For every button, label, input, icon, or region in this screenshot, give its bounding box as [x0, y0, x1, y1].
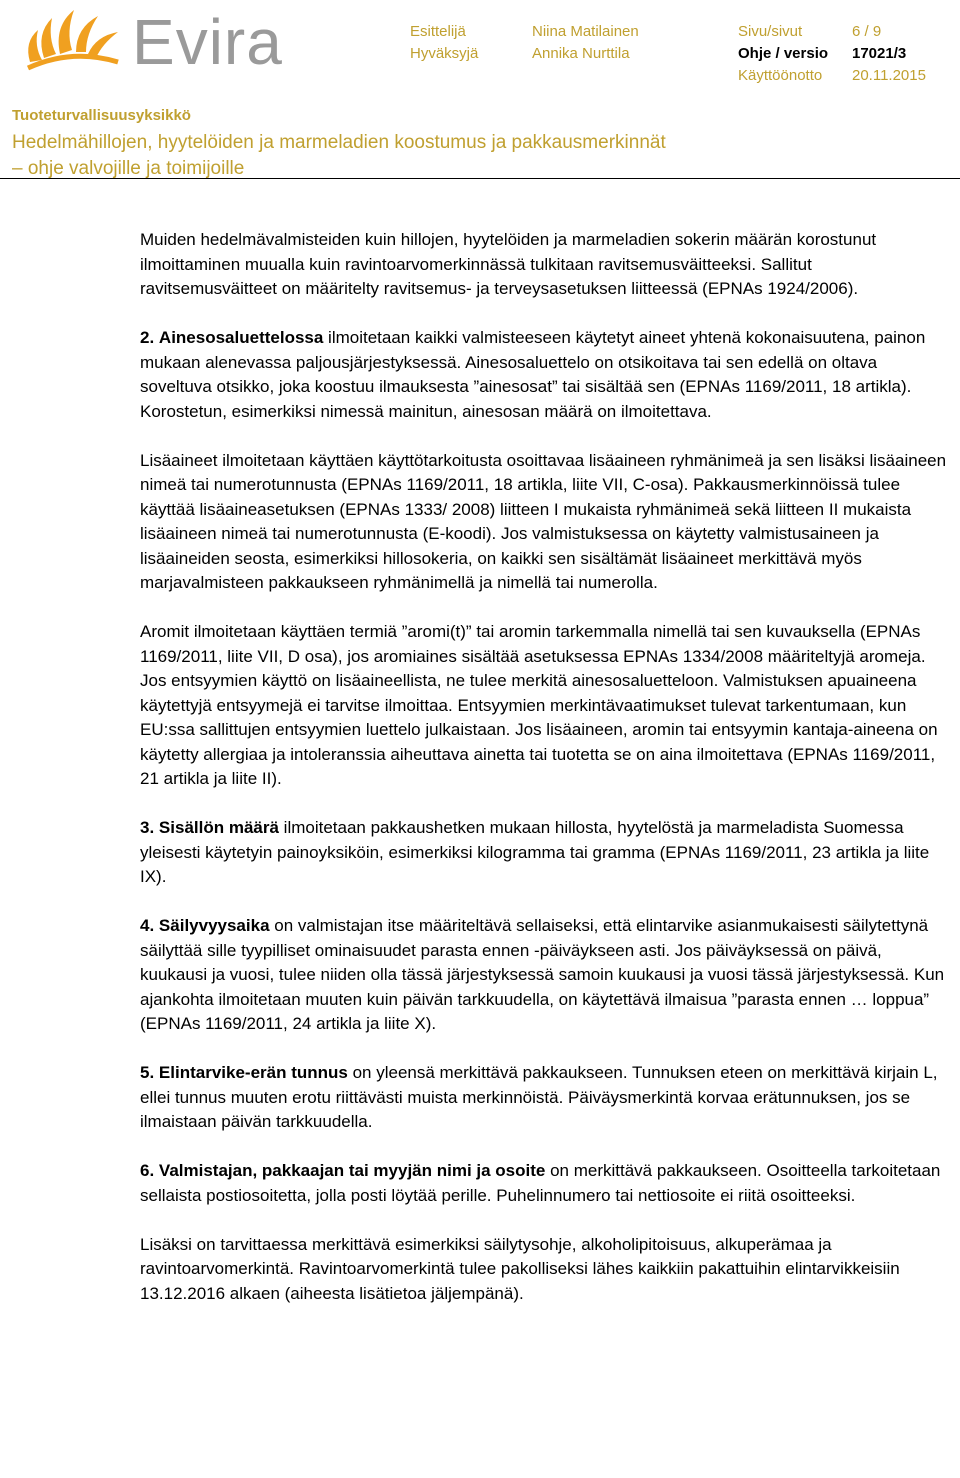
kayttoonotto-value: 20.11.2015: [852, 67, 926, 84]
hyvaksyja-value: Annika Nurttila: [532, 45, 630, 62]
paragraph-durability: [140, 914, 950, 1037]
section-number: 3.: [140, 818, 155, 837]
paragraph-additional-info: Lisäksi on tarvittaessa merkittävä esimerkiksi säilytysohje, alkoholipitoisuus, alkuperämaa ja ravintoarvomerkintä. Ravintoarvomerkintä tulee pakolliseksi lähes kaikkiin pakattuihin elintarvikkeisiin 13.12.2016 alkaen (aiheesta lisätietoa jäljempänä).: [140, 1234, 900, 1303]
section-heading: Ainesosaluettelossa: [158, 328, 324, 347]
evira-sunburst-logo-icon: [22, 4, 122, 84]
paragraph-manufacturer: [140, 1159, 950, 1208]
logo-wordmark: Evira: [132, 6, 283, 78]
paragraph-nutrition-claim: Muiden hedelmävalmisteiden kuin hillojen, hyytelöiden ja marmeladien sokerin määrän korostunut ilmoittaminen muualla kuin ravintoarvomerkinnässä tulkitaan ravitsemusväitteeksi. Sallitut ravitsemusväitteet on määritelty ravitsemus- ja terveysasetuksen liitteessä (EPNAs 1924/2006).: [140, 230, 877, 298]
meta-values-column-2: [852, 21, 926, 87]
section-heading: Sisällön määrä: [158, 818, 279, 837]
section-text: ilmoitetaan pakkaushetken mukaan hillosta, hyytelöstä ja marmeladista Suomessa yleisesti käytetyin painoyksiköin, esimerkiksi kilogramma tai gramma (EPNAs 1169/2011, 23 artikla ja liite IX).: [140, 818, 930, 886]
meta-values-column: [532, 21, 639, 65]
paragraph-flavourings: Aromit ilmoitetaan käyttäen termiä ”aromi(t)” tai aromin tarkemmalla nimellä tai sen kuvauksella (EPNAs 1169/2011, liite VII, D osa), jos aromiaines sisältää asetuksessa EPNAs 1334/2008 määriteltyjä aromeja. Jos entsyymien käyttö on lisäaineellista, ne tulee merkitä ainesosaluetteloon. Valmistuksen apuaineena käytettyjä entsyymejä ei tarvitse ilmoittaa. Entsyymien merkintävaatimukset tulevat tarkentumaan, kun EU:ssa sallittujen entsyymien luettelo julkaistaan. Jos lisäaineen, aromin tai entsyymin kantaja-aineena on käytetty allergiaa ja intoleranssia aiheuttava ainetta tai tuotetta se on aina ilmoitettava (EPNAs 1169/2011, 21 artikla ja liite II).: [140, 622, 938, 788]
section-number: 6.: [140, 1161, 155, 1180]
esittelija-value: Niina Matilainen: [532, 23, 639, 40]
section-text: ilmoitetaan kaikki valmisteeseen käytetyt aineet yhtenä kokonaisuutena, painon mukaan alenevassa paljousjärjestyksessä. Ainesosaluettelo on otsikoitava tai sen edellä on oltava soveltuva otsikko, joka koostuu ilmauksesta ”ainesosat” tai sisältää sen (EPNAs 1169/2011, 18 artikla). Korostetun, esimerkiksi nimessä mainitun, ainesosan määrä on ilmoitettava.: [140, 328, 926, 421]
section-number: 2.: [140, 328, 155, 347]
kayttoonotto-label: Käyttöönotto: [738, 67, 823, 84]
meta-labels-column: [410, 21, 478, 65]
evira-logo: [22, 4, 282, 84]
section-heading: Elintarvike-erän tunnus: [158, 1063, 348, 1082]
section-number: 5.: [140, 1063, 155, 1082]
document-title-line-2: – ohje valvojille ja toimijoille: [12, 158, 245, 179]
paragraph-net-quantity: [140, 816, 950, 890]
ohje-value: 17021/3: [852, 45, 907, 62]
ohje-label: Ohje / versio: [738, 45, 829, 62]
document-title: [12, 130, 666, 182]
section-heading: Säilyvyysaika: [158, 916, 270, 935]
section-text: on valmistajan itse määriteltävä sellaiseksi, että elintarvike asianmukaisesti säilytettynä säilyttää sille tyypilliset ominaisuudet parasta ennen -päiväykseen asti. Jos päiväyksessä on päivä, kuukausi ja vuosi, tulee niiden olla tässä järjestyksessä samoin kuukausi ja vuosi tässä järjestyksessä. Kun ajankohta ilmoitetaan muuten kuin päivän tarkkuudella, on käytettävä ilmaisua ”parasta ennen … loppua” (EPNAs 1169/2011, 24 artikla ja liite X).: [140, 916, 945, 1033]
paragraph-ingredients: [140, 326, 950, 424]
section-text: on yleensä merkittävä pakkaukseen. Tunnuksen eteen on merkittävä kirjain L, ellei tunnus muuten erotu riittävästi muista merkinnöistä. Päiväysmerkintä korvaa erätunnuksen, jos se ilmaistaan päivän tarkkuudella.: [140, 1063, 938, 1131]
unit-name: Tuoteturvallisuusyksikkö: [12, 107, 191, 124]
sivu-value: 6 / 9: [852, 23, 882, 40]
document-title-line-1: Hedelmähillojen, hyytelöiden ja marmeladien koostumus ja pakkausmerkinnät: [12, 132, 666, 153]
paragraph-lot-code: [140, 1061, 950, 1135]
sivu-label: Sivu/sivut: [738, 23, 803, 40]
paragraph-additives: Lisäaineet ilmoitetaan käyttäen käyttötarkoitusta osoittavaa lisäaineen ryhmänimeä ja sen lisäksi lisäaineen nimeä tai numerotunnusta (EPNAs 1169/2011, 18 artikla, liite VII, C-osa). Pakkausmerkinnöissä tulee käyttää lisäaineasetuksen (EPNAs 1333/ 2008) liitteen I mukaista ryhmänimeä sekä liitteen II mukaista lisäaineen nimeä tai numerotunnusta (E-koodi). Jos valmistuksessa on käytetty valmistusaineen ja lisäaineiden seosta, esimerkiksi hillosokeria, on kaikki sen sisältämät lisäaineet merkittävä myös marjavalmisteen pakkaukseen ryhmänimellä ja nimellä tai numerolla.: [140, 450, 947, 592]
header-divider: [0, 178, 960, 179]
section-text: on merkittävä pakkaukseen. Osoitteella tarkoitetaan sellaista postiosoitetta, jolla posti löytää perille. Puhelinnumero tai nettiosoite ei riitä osoitteeksi.: [140, 1161, 941, 1205]
section-number: 4.: [140, 916, 155, 935]
esittelija-label: Esittelijä: [410, 23, 466, 40]
meta-labels-column-2: [738, 21, 828, 87]
section-heading: Valmistajan, pakkaajan tai myyjän nimi ja osoite: [158, 1161, 546, 1180]
hyvaksyja-label: Hyväksyjä: [410, 45, 479, 62]
document-body: [140, 228, 950, 1331]
